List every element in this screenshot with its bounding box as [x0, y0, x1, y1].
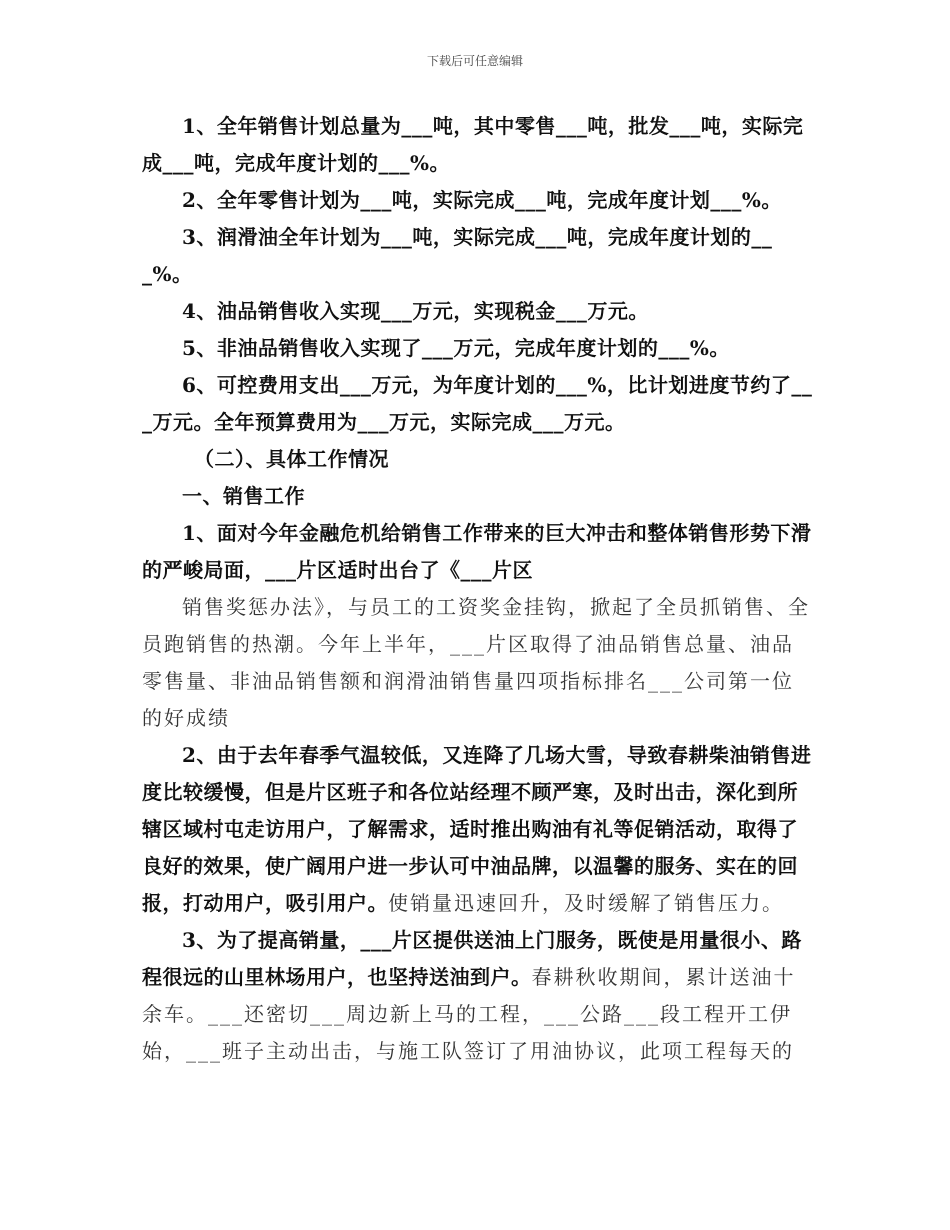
paragraph-lubricant-plan: 3、润滑油全年计划为___吨，实际完成___吨，完成年度计划的___%。: [142, 225, 773, 286]
paragraph-total-sales: 1、全年销售计划总量为___吨，其中零售___吨，批发___吨，实际完成___吨，完成年度计划的___%。: [142, 114, 804, 175]
paragraph-controllable-costs: 6、可控费用支出___万元，为年度计划的___%，比计划进度节约了___万元。全年预算费用为___万元，实际完成___万元。: [142, 373, 813, 434]
paragraph-spring-sales-normal: 使销量迅速回升，及时缓解了销售压力。: [388, 891, 784, 915]
paragraph-retail-plan: 2、全年零售计划为___吨，实际完成___吨，完成年度计划___%。: [182, 188, 782, 212]
section-heading-work-details: （二）、具体工作情况: [194, 447, 389, 471]
paragraph-non-oil-revenue: 5、非油品销售收入实现了___万元，完成年度计划的___%。: [182, 336, 730, 360]
paragraph-oil-revenue: 4、油品销售收入实现___万元，实现税金___万元。: [182, 299, 649, 323]
section-heading-sales-work: 一、销售工作: [182, 484, 305, 508]
document-body: [142, 108, 814, 1070]
page-header: 下载后可任意编辑: [426, 54, 523, 68]
paragraph-delivery-service-bold: 3、为了提高销量，___片区提供送油上门服务，既使是用量很小、路程很远的山里林场用户，也坚持送油到户。: [142, 928, 802, 989]
paragraph-spring-sales-bold: 2、由于去年春季气温较低，又连降了几场大雪，导致春耕柴油销售进度比较缓慢，但是片区班子和各位站经理不顾严寒，及时出击，深化到所辖区域村屯走访用户，了解需求，适时推出购油有礼等促销活动，取得了良好的效果，使广阔用户进一步认可中油品牌，以温馨的服务、实在的回报，打动用户，吸引用户。: [142, 743, 812, 915]
paragraph-financial-crisis: 1、面对今年金融危机给销售工作带来的巨大冲击和整体销售形势下滑的严峻局面，___片区适时出台了《___片区: [142, 521, 812, 582]
paragraph-spring-sales: [142, 737, 814, 922]
paragraph-sales-incentive: 销售奖惩办法》，与员工的工资奖金挂钩，掀起了全员抓销售、全员跑销售的热潮。今年上半年，___片区取得了油品销售总量、油品零售量、非油品销售额和润滑油销售量四项指标排名___公司第一位的好成绩: [142, 595, 810, 730]
paragraph-delivery-service: [142, 922, 814, 1070]
paragraph-delivery-service-normal: 春耕秋收期间，累计送油十余车。___还密切___周边新上马的工程，___公路___段工程开工伊始，___班子主动出击，与施工队签订了用油协议，此项工程每天的: [142, 965, 796, 1063]
